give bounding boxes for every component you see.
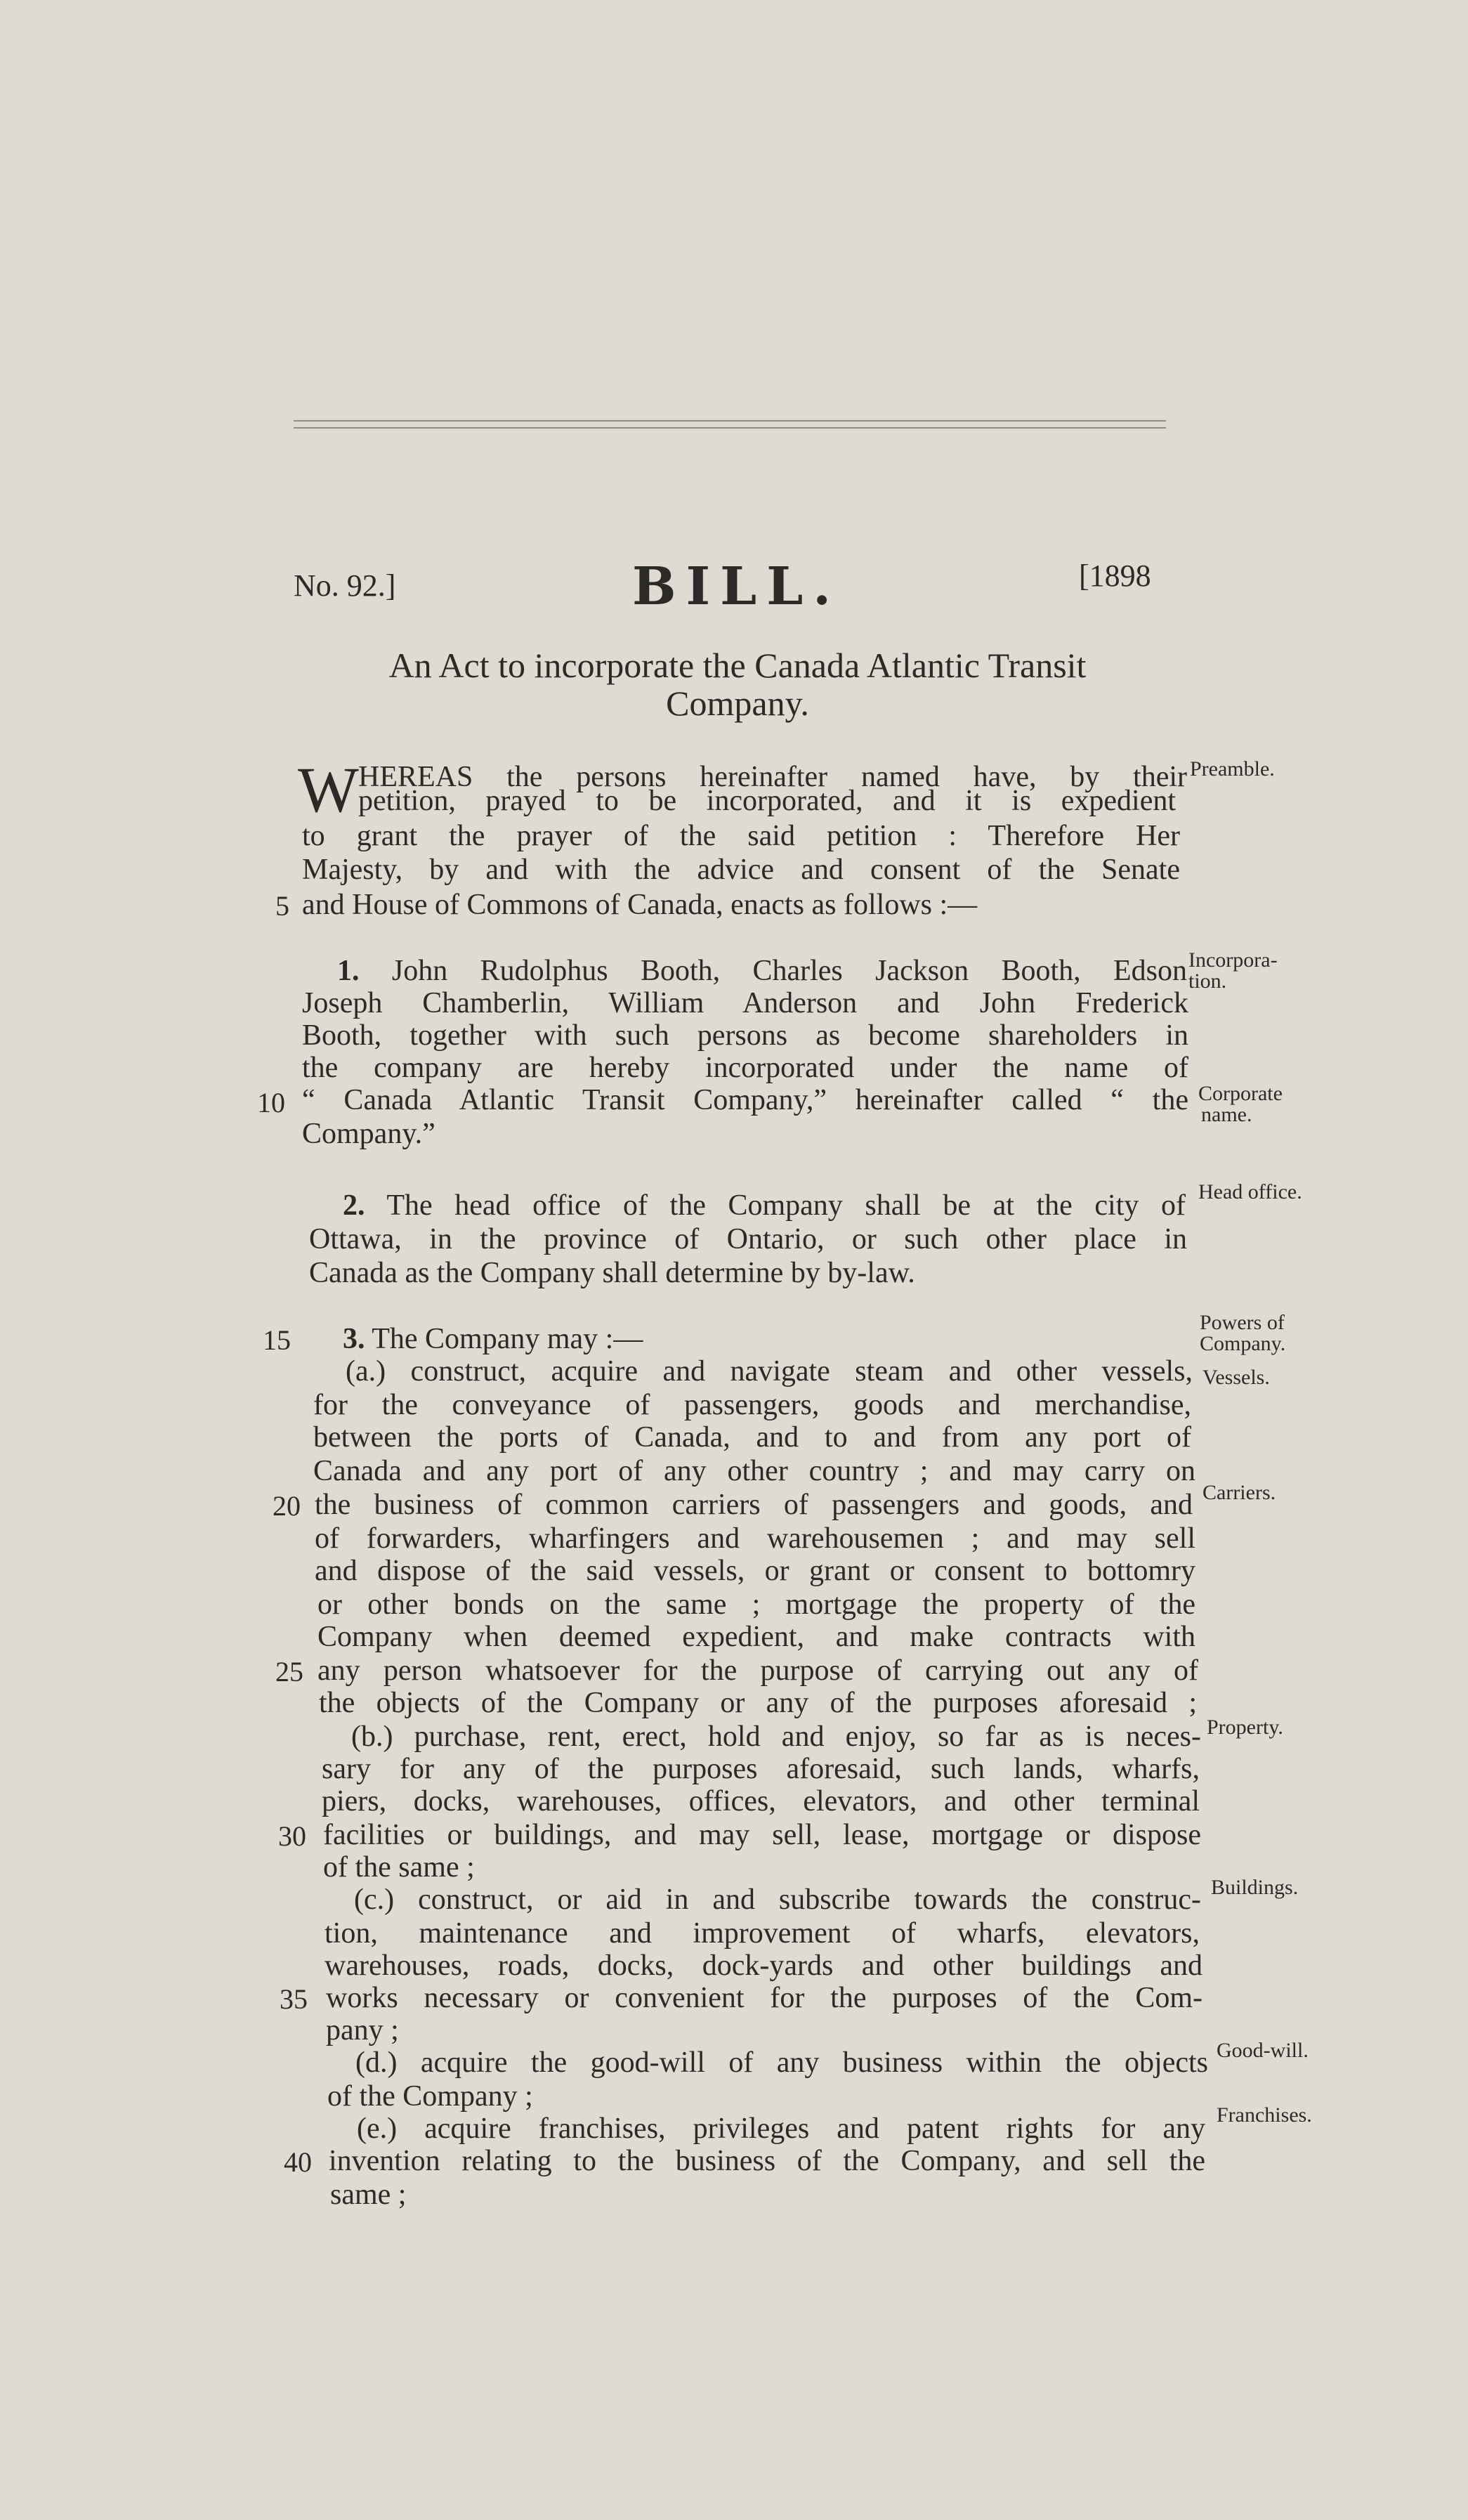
- preamble-line: HEREAS the persons hereinafter named have, by their: [358, 761, 1187, 793]
- section-1-text: John Rudolphus Booth, Charles Jackson Booth, Edson: [391, 955, 1187, 987]
- section-3-line: facilities or buildings, and may sell, lease, mortgage or dispose: [323, 1819, 1201, 1851]
- section-3-intro: [343, 1322, 643, 1356]
- margin-note-incorporation: tion.: [1188, 970, 1227, 993]
- line-number: 40: [284, 2146, 312, 2178]
- section-1-line: Joseph Chamberlin, William Anderson and John Frederick: [302, 987, 1188, 1019]
- act-title-line-2: Company.: [666, 684, 809, 723]
- margin-note-property: Property.: [1207, 1716, 1283, 1739]
- section-3-line: of the same ;: [323, 1851, 475, 1884]
- line-number: 15: [263, 1324, 291, 1356]
- line-number: 5: [275, 890, 289, 922]
- bill-number: No. 92.]: [294, 568, 396, 603]
- section-3-line: of forwarders, wharfingers and warehousemen ; and may sell: [315, 1522, 1195, 1555]
- margin-note-incorporation: Incorpora-: [1188, 948, 1278, 972]
- act-title-line-1: An Act to incorporate the Canada Atlantic Transit: [388, 646, 1087, 685]
- bill-year: [1898: [1079, 559, 1151, 593]
- section-1-line: the company are hereby incorporated under the name of: [302, 1052, 1188, 1084]
- margin-note-vessels: Vessels.: [1202, 1366, 1270, 1389]
- section-3-line: and dispose of the said vessels, or grant or consent to bottomry: [315, 1555, 1195, 1587]
- section-3-line: tion, maintenance and improvement of wharfs, elevators,: [325, 1917, 1200, 1950]
- section-3-line: (d.) acquire the good-will of any business within the objects: [355, 2046, 1208, 2079]
- top-rule-1: [294, 420, 1166, 422]
- section-3-intro-text: The Company may :—: [372, 1323, 643, 1355]
- section-3-line: same ;: [330, 2179, 407, 2211]
- preamble-line: petition, prayed to be incorporated, and it is expedient: [358, 785, 1176, 817]
- top-rule-2: [294, 427, 1166, 429]
- margin-note-preamble: Preamble.: [1190, 757, 1275, 781]
- section-3-line: invention relating to the business of the Company, and sell the: [329, 2145, 1205, 2177]
- section-3-line: for the conveyance of passengers, goods and merchandise,: [313, 1389, 1191, 1421]
- margin-note-buildings: Buildings.: [1211, 1876, 1299, 1899]
- margin-note-franchises: Franchises.: [1217, 2103, 1312, 2127]
- section-1-line: Company.”: [302, 1118, 435, 1150]
- line-number: 10: [257, 1087, 285, 1118]
- margin-note-corporate-name: Corporate: [1198, 1082, 1283, 1105]
- section-3-line: pany ;: [326, 2014, 399, 2046]
- section-3-line: the objects of the Company or any of the purposes aforesaid ;: [319, 1687, 1197, 1719]
- section-3-line: (a.) construct, acquire and navigate steam and other vessels,: [346, 1355, 1193, 1388]
- section-2-text: The head office of the Company shall be at the city of: [386, 1189, 1186, 1222]
- section-3-number: 3.: [343, 1323, 365, 1355]
- bill-title: BILL.: [632, 556, 841, 617]
- preamble-line: Majesty, by and with the advice and consent of the Senate: [302, 854, 1180, 886]
- section-3-line: any person whatsoever for the purpose of carrying out any of: [317, 1654, 1198, 1687]
- preamble-dropcap: W: [298, 754, 359, 825]
- section-3-line: Canada and any port of any other country ; and may carry on: [313, 1455, 1195, 1487]
- margin-note-powers: Company.: [1200, 1332, 1286, 1355]
- section-2-number: 2.: [343, 1189, 365, 1222]
- line-number: 30: [278, 1820, 306, 1852]
- section-1-line: [337, 954, 1187, 988]
- section-1-line: Booth, together with such persons as become shareholders in: [302, 1019, 1188, 1052]
- margin-note-carriers: Carriers.: [1202, 1481, 1276, 1504]
- margin-note-head-office: Head office.: [1198, 1180, 1302, 1203]
- margin-note-goodwill: Good-will.: [1217, 2039, 1309, 2062]
- section-3-line: of the Company ;: [327, 2080, 533, 2113]
- section-2-line: [343, 1189, 1186, 1222]
- section-3-line: between the ports of Canada, and to and from any port of: [313, 1421, 1191, 1454]
- section-2-line: Ottawa, in the province of Ontario, or such other place in: [309, 1223, 1187, 1255]
- section-1-line: “ Canada Atlantic Transit Company,” hereinafter called “ the: [302, 1084, 1188, 1116]
- section-1-number: 1.: [337, 955, 360, 987]
- section-3-line: the business of common carriers of passengers and goods, and: [315, 1489, 1193, 1521]
- section-3-line: (c.) construct, or aid in and subscribe towards the construc-: [354, 1884, 1201, 1916]
- section-3-line: sary for any of the purposes aforesaid, such lands, wharfs,: [322, 1753, 1200, 1785]
- section-3-line: (e.) acquire franchises, privileges and patent rights for any: [357, 2113, 1205, 2145]
- line-number: 20: [273, 1490, 301, 1522]
- section-2-line: Canada as the Company shall determine by by-law.: [309, 1257, 915, 1289]
- section-3-line: or other bonds on the same ; mortgage the property of the: [317, 1588, 1195, 1621]
- preamble-line: and House of Commons of Canada, enacts as follows :—: [302, 889, 978, 921]
- line-number: 25: [275, 1656, 303, 1687]
- section-3-line: piers, docks, warehouses, offices, elevators, and other terminal: [322, 1785, 1200, 1817]
- section-3-line: warehouses, roads, docks, dock-yards and other buildings and: [325, 1950, 1202, 1982]
- section-3-line: (b.) purchase, rent, erect, hold and enjoy, so far as is neces-: [351, 1721, 1201, 1753]
- preamble-line: to grant the prayer of the said petition : Therefore Her: [302, 820, 1180, 852]
- section-3-line: works necessary or convenient for the purposes of the Com-: [326, 1982, 1202, 2014]
- margin-note-corporate-name: name.: [1201, 1103, 1252, 1126]
- margin-note-powers: Powers of: [1200, 1311, 1285, 1334]
- section-3-line: Company when deemed expedient, and make contracts with: [317, 1621, 1195, 1653]
- line-number: 35: [280, 1983, 308, 2015]
